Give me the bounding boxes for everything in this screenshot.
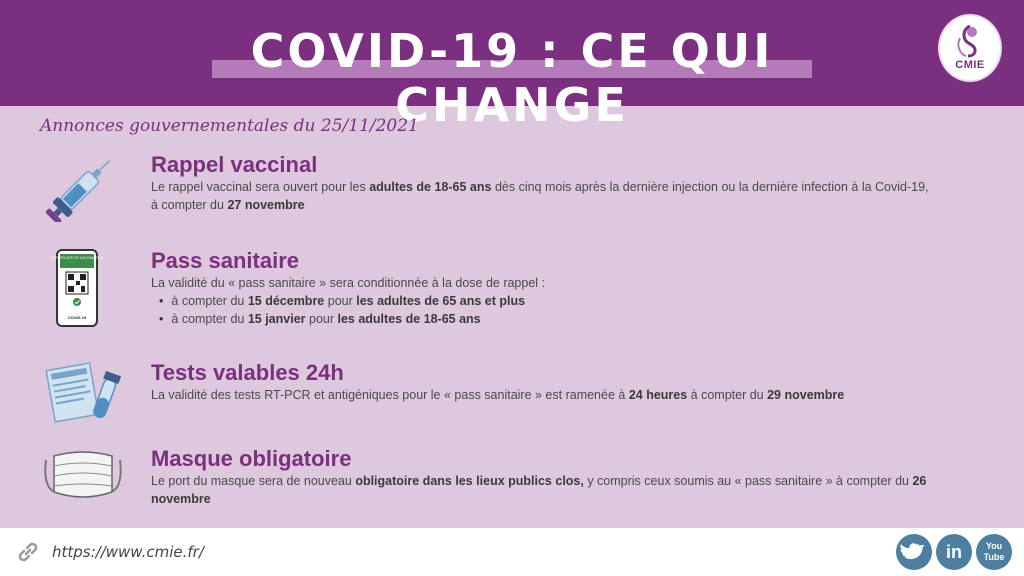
body-text: à compter du	[171, 312, 248, 326]
bold-text: 26 novembre	[151, 474, 927, 506]
page-title: COVID-19 : CE QUI CHANGE	[250, 24, 774, 132]
body-text: Le rappel vaccinal sera ouvert pour les	[151, 180, 370, 194]
section-title: Rappel vaccinal	[151, 152, 318, 177]
bold-text: 29 novembre	[767, 388, 845, 402]
bold-text: obligatoire dans les lieux publics clos,	[355, 474, 584, 488]
bold-text: 27 novembre	[227, 198, 305, 212]
list-item	[159, 292, 931, 310]
phone-certificate-icon	[40, 248, 130, 328]
link-icon	[16, 540, 40, 564]
cert-text: CERTIFICATE OF VACCINATION	[50, 256, 104, 260]
youtube-icon[interactable]: You Tube	[976, 534, 1012, 570]
body-text: dès cinq mois après la dernière injection ou la dernière infection à la Covid-19, à compter du	[151, 180, 929, 212]
body-text: à compter du	[171, 294, 248, 308]
body-text: y compris ceux soumis au « pass sanitaire » à compter du	[583, 474, 913, 488]
cmie-logo[interactable]	[938, 14, 1002, 82]
section-rappel-vaccinal	[40, 152, 980, 222]
bold-text: 15 janvier	[247, 312, 306, 326]
test-document-icon	[40, 360, 130, 440]
covid-text: COVID-19	[67, 315, 87, 320]
section-tests	[40, 360, 980, 424]
title-wrap	[212, 24, 812, 132]
body-text: Le port du masque sera de nouveau	[151, 474, 356, 488]
website-url[interactable]: https://www.cmie.fr/	[52, 543, 204, 561]
bold-text: adultes de 18-65 ans	[369, 180, 492, 194]
body-text: pour	[324, 294, 357, 308]
section-title: Pass sanitaire	[151, 248, 299, 273]
footer	[0, 528, 1024, 576]
section-pass-sanitaire	[40, 248, 980, 332]
body-text: à compter du	[687, 388, 768, 402]
bold-text: 15 décembre	[247, 294, 325, 308]
bold-text: 24 heures	[628, 388, 688, 402]
section-intro: La validité du « pass sanitaire » sera conditionnée à la dose de rappel :	[151, 276, 546, 290]
body-text: pour	[305, 312, 338, 326]
section-body	[151, 178, 931, 214]
bullet-list	[151, 292, 931, 328]
section-title: Tests valables 24h	[151, 360, 344, 385]
body-text: La validité des tests RT-PCR et antigéniques pour le « pass sanitaire » est ramenée à	[151, 388, 629, 402]
logo-text: CMIE	[955, 59, 985, 71]
list-item	[159, 310, 931, 328]
face-mask-icon	[40, 446, 130, 526]
section-body	[151, 274, 931, 328]
bold-text: les adultes de 18-65 ans	[337, 312, 481, 326]
section-title: Masque obligatoire	[151, 446, 352, 471]
linkedin-icon[interactable]: in	[936, 534, 972, 570]
bold-text: les adultes de 65 ans et plus	[356, 294, 526, 308]
twitter-icon[interactable]	[896, 534, 932, 570]
section-masque	[40, 446, 980, 516]
section-body	[151, 472, 931, 508]
section-body	[151, 386, 931, 404]
subtitle: Annonces gouvernementales du 25/11/2021	[40, 116, 419, 136]
syringe-icon	[40, 152, 130, 232]
